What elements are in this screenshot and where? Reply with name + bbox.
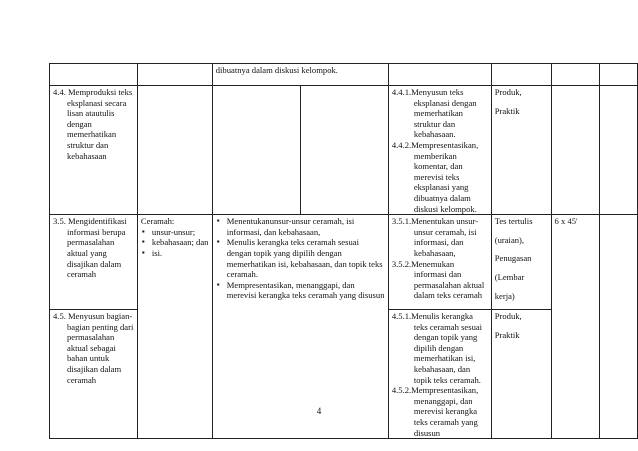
indikator-item: 3.5.1.Menentukan unsur-unsur ceramah, isi informasi, dan kebahasaan, — [391, 216, 479, 258]
penilaian-item: (uraian), — [494, 234, 525, 245]
waktu-value: 6 x 45' — [554, 216, 578, 227]
penilaian-item: Praktik — [494, 329, 520, 340]
table-row — [50, 215, 638, 310]
kd-cell — [50, 310, 138, 439]
syllabus-table — [49, 63, 638, 439]
penilaian-cell — [491, 86, 551, 215]
penilaian-item: Tes tertulis — [494, 216, 533, 227]
kd-cell — [50, 86, 138, 215]
indikator-item: 4.5.1.Menulis kerangka teks ceramah sesuai dengan topik yang dipilih dengan memerhatikan isi, kebahasaan, dan topik teks ceramah. — [391, 311, 483, 385]
table-row — [50, 86, 638, 215]
penilaian-cell — [491, 215, 551, 310]
indikator-cell — [388, 86, 491, 215]
kegiatan-list — [216, 216, 385, 301]
indikator-item: 3.5.2.Menemukan informasi dan permasalahan aktual dalam teks ceramah — [391, 258, 485, 301]
penilaian-item: kerja) — [494, 290, 515, 301]
indikator-item: 4.5.2.Mempresentasikan, menanggapi, dan merevisi kerangka teks ceramah yang disusun — [391, 385, 479, 438]
table-row — [50, 64, 638, 86]
page-number: 4 — [316, 406, 322, 416]
kd-text: 4.5. Menyusun bagian-bagian penting dari permasalahan aktual sebagai bahan untuk disajikan dalam ceramah — [53, 311, 134, 385]
materi-cell: dibuatnya dalam diskusi kelompok. — [212, 64, 388, 86]
kd-text: 3.5. Mengidentifikasi informasi berupa permasalahan aktual yang disajikan dalam ceramah — [53, 216, 127, 280]
penilaian-item: Penugasan — [494, 253, 532, 264]
list-item: ▪ isi. — [141, 248, 209, 259]
indikator-item: 4.4.1.Menyusun teks eksplanasi dengan memerhatikan struktur dan kebahasaan. — [391, 87, 477, 140]
penilaian-cell — [491, 310, 551, 439]
list-item: ▪ kebahasaan; dan — [141, 237, 209, 248]
penilaian-item: Produk, — [494, 311, 522, 322]
kd-text: 4.4. Memproduksi teks eksplanasi secara lisan atautulis dengan memerhatikan struktur dan kebahasaan — [53, 87, 133, 161]
penilaian-item: (Lembar — [494, 271, 525, 282]
list-item: ▪ Menentukanunsur-unsur ceramah, isi informasi, dan kebahasaan, — [216, 216, 385, 237]
penilaian-item: Produk, — [494, 87, 522, 97]
list-item: ▪ unsur-unsur; — [141, 227, 209, 238]
materi-list — [141, 227, 209, 259]
list-item: ▪ Menulis kerangka teks ceramah sesuai dengan topik yang dipilih dengan memerhatikan isi, kebahasaan, dan topik teks ceramah. — [216, 237, 385, 279]
kd-cell — [50, 215, 138, 310]
penilaian-item: Praktik — [494, 105, 520, 116]
list-item: ▪ Mempresentasikan, menanggapi, dan merevisi kerangka teks ceramah yang disusun — [216, 280, 385, 301]
indikator-cell — [388, 310, 491, 439]
materi-title: Ceramah: — [140, 216, 175, 227]
indikator-item: 4.4.2.Mempresentasikan, memberikan komentar, dan merevisi teks eksplanasi yang dibuatnya dalam diskusi kelompok. — [391, 139, 479, 214]
indikator-cell — [388, 215, 491, 310]
